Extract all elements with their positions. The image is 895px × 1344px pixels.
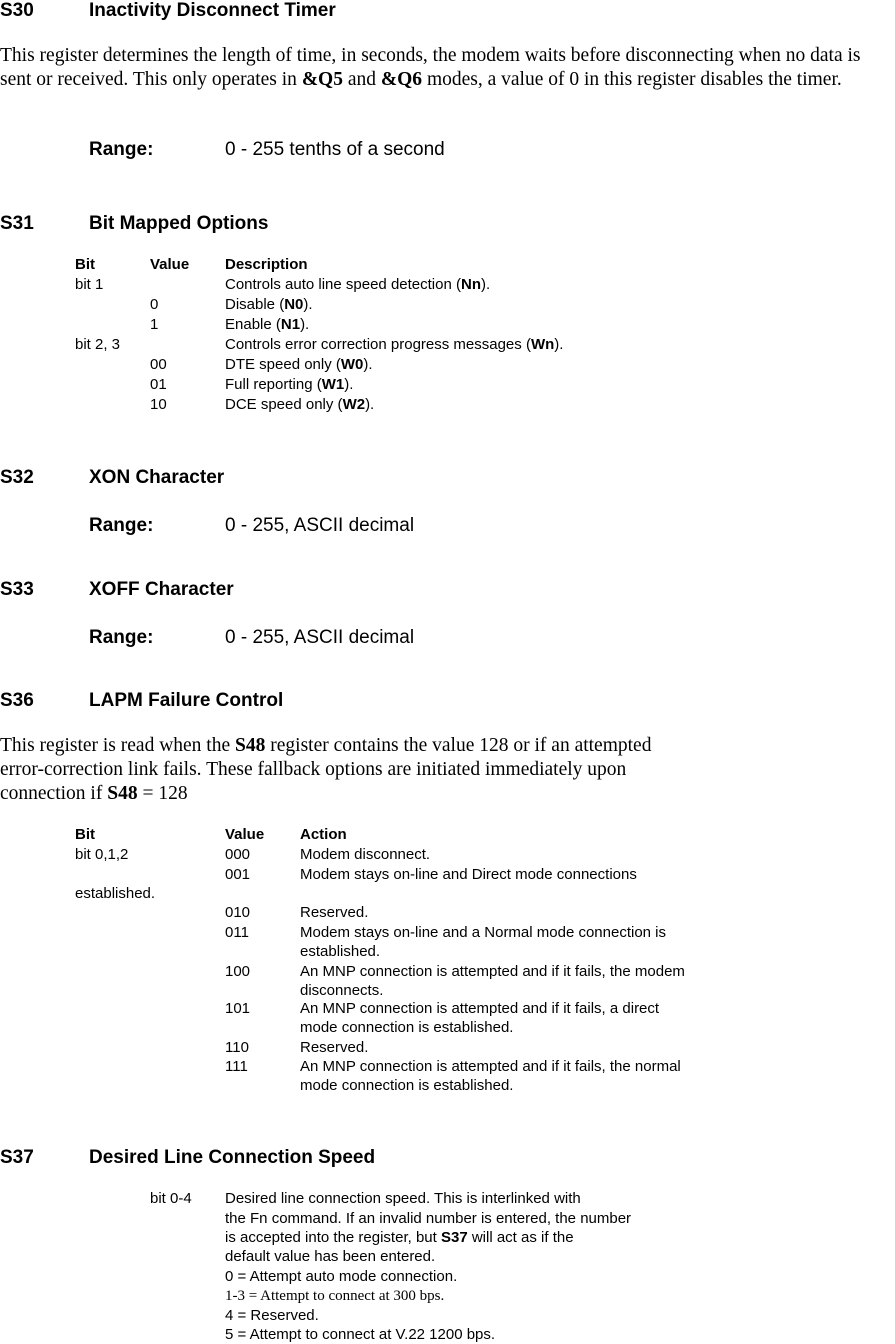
s33-title: XOFF Character bbox=[89, 579, 234, 600]
s30-description: This register determines the length of time, in seconds, the modem waits before disconnecting when no data is sent or received. This only operates in &Q5 and &Q6 modes, a value of 0 in this register disables the timer. bbox=[0, 45, 861, 90]
s30-range-label: Range: bbox=[89, 139, 154, 160]
s36-row-value: 100 bbox=[225, 963, 251, 980]
s37-option: 0 = Attempt auto mode connection. bbox=[225, 1268, 458, 1285]
s32-number: S32 bbox=[0, 467, 34, 488]
s31-title: Bit Mapped Options bbox=[89, 213, 269, 234]
s36-bit-label: bit 0,1,2 bbox=[75, 846, 129, 863]
s36-row-action: established. bbox=[75, 885, 156, 902]
s31-row-desc: Enable (N1). bbox=[225, 316, 310, 333]
s37-desc-line: the Fn command. If an invalid number is entered, the number bbox=[225, 1210, 632, 1227]
s36-desc-line: This register is read when the S48 register contains the value 128 or if an attempted bbox=[0, 735, 652, 756]
s31-row-bit: bit 1 bbox=[75, 276, 104, 293]
s36-row-action: An MNP connection is attempted and if it fails, a direct bbox=[300, 1000, 660, 1017]
s31-row-desc: Full reporting (W1). bbox=[225, 376, 354, 393]
s37-desc-line: Desired line connection speed. This is interlinked with bbox=[225, 1190, 581, 1207]
s37-option: 1-3 = Attempt to connect at 300 bps. bbox=[225, 1288, 445, 1304]
s36-row-action: Reserved. bbox=[300, 904, 369, 921]
s31-row-value: 01 bbox=[150, 376, 167, 393]
s31-row-desc: DTE speed only (W0). bbox=[225, 356, 373, 373]
s36-row-action: Modem disconnect. bbox=[300, 846, 431, 863]
s37-option: 4 = Reserved. bbox=[225, 1307, 319, 1324]
s37-desc-line: is accepted into the register, but S37 will act as if the bbox=[225, 1229, 574, 1246]
s32-range-value: 0 - 255, ASCII decimal bbox=[225, 515, 415, 536]
s31-row-value: 1 bbox=[150, 316, 159, 333]
s30-cmd-q6: &Q6 bbox=[380, 69, 423, 90]
s36-row-action: An MNP connection is attempted and if it fails, the modem bbox=[300, 963, 685, 980]
s33-range-label: Range: bbox=[89, 627, 154, 648]
s37-number: S37 bbox=[0, 1147, 34, 1168]
s36-row-action: An MNP connection is attempted and if it fails, the normal bbox=[300, 1058, 681, 1075]
s31-header-value: Value bbox=[150, 256, 190, 273]
s36-number: S36 bbox=[0, 690, 34, 711]
s33-number: S33 bbox=[0, 579, 34, 600]
s31-row-value: 0 bbox=[150, 296, 159, 313]
s33-range-value: 0 - 255, ASCII decimal bbox=[225, 627, 415, 648]
s36-row-action: disconnects. bbox=[300, 982, 384, 999]
s36-desc-line: error-correction link fails. These fallback options are initiated immediately upon bbox=[0, 759, 627, 780]
s36-header-action: Action bbox=[300, 826, 347, 843]
s37-bit-label: bit 0-4 bbox=[150, 1190, 192, 1207]
s36-row-action: mode connection is established. bbox=[300, 1077, 514, 1094]
s32-range-label: Range: bbox=[89, 515, 154, 536]
s32-title: XON Character bbox=[89, 467, 225, 488]
s36-row-action: Reserved. bbox=[300, 1039, 369, 1056]
s30-title: Inactivity Disconnect Timer bbox=[89, 0, 336, 21]
s31-row-desc: Controls error correction progress messages (Wn). bbox=[225, 336, 564, 353]
s30-number: S30 bbox=[0, 0, 34, 21]
s30-cmd-q5: &Q5 bbox=[301, 69, 343, 90]
s36-row-value: 010 bbox=[225, 904, 251, 921]
s36-row-value: 110 bbox=[225, 1039, 249, 1056]
s31-row-desc: DCE speed only (W2). bbox=[225, 396, 375, 413]
s36-row-value: 000 bbox=[225, 846, 251, 863]
s37-option: 5 = Attempt to connect at V.22 1200 bps. bbox=[225, 1326, 496, 1343]
s36-row-value: 101 bbox=[225, 1000, 251, 1017]
s31-header-bit: Bit bbox=[75, 256, 95, 273]
s31-row-value: 10 bbox=[150, 396, 167, 413]
s36-row-action: established. bbox=[300, 943, 381, 960]
s36-header-value: Value bbox=[225, 826, 265, 843]
s30-range-value: 0 - 255 tenths of a second bbox=[225, 139, 445, 160]
s36-row-value: 001 bbox=[225, 866, 251, 883]
s36-row-action: mode connection is established. bbox=[300, 1019, 514, 1036]
s31-row-desc: Controls auto line speed detection (Nn). bbox=[225, 276, 491, 293]
s36-row-value: 011 bbox=[225, 924, 249, 941]
s36-row-action: Modem stays on-line and Direct mode connections bbox=[300, 866, 637, 883]
s31-number: S31 bbox=[0, 213, 34, 234]
s31-row-desc: Disable (N0). bbox=[225, 296, 313, 313]
s36-row-action: Modem stays on-line and a Normal mode connection is bbox=[300, 924, 667, 941]
s36-desc-line: connection if S48 = 128 bbox=[0, 783, 188, 804]
s31-row-bit: bit 2, 3 bbox=[75, 336, 121, 353]
s36-title: LAPM Failure Control bbox=[89, 690, 284, 711]
s36-header-bit: Bit bbox=[75, 826, 95, 843]
s36-row-value: 111 bbox=[225, 1058, 248, 1075]
s31-header-description: Description bbox=[225, 256, 308, 273]
s31-row-value: 00 bbox=[150, 356, 167, 373]
s37-desc-line: default value has been entered. bbox=[225, 1248, 436, 1265]
s37-title: Desired Line Connection Speed bbox=[89, 1147, 376, 1168]
